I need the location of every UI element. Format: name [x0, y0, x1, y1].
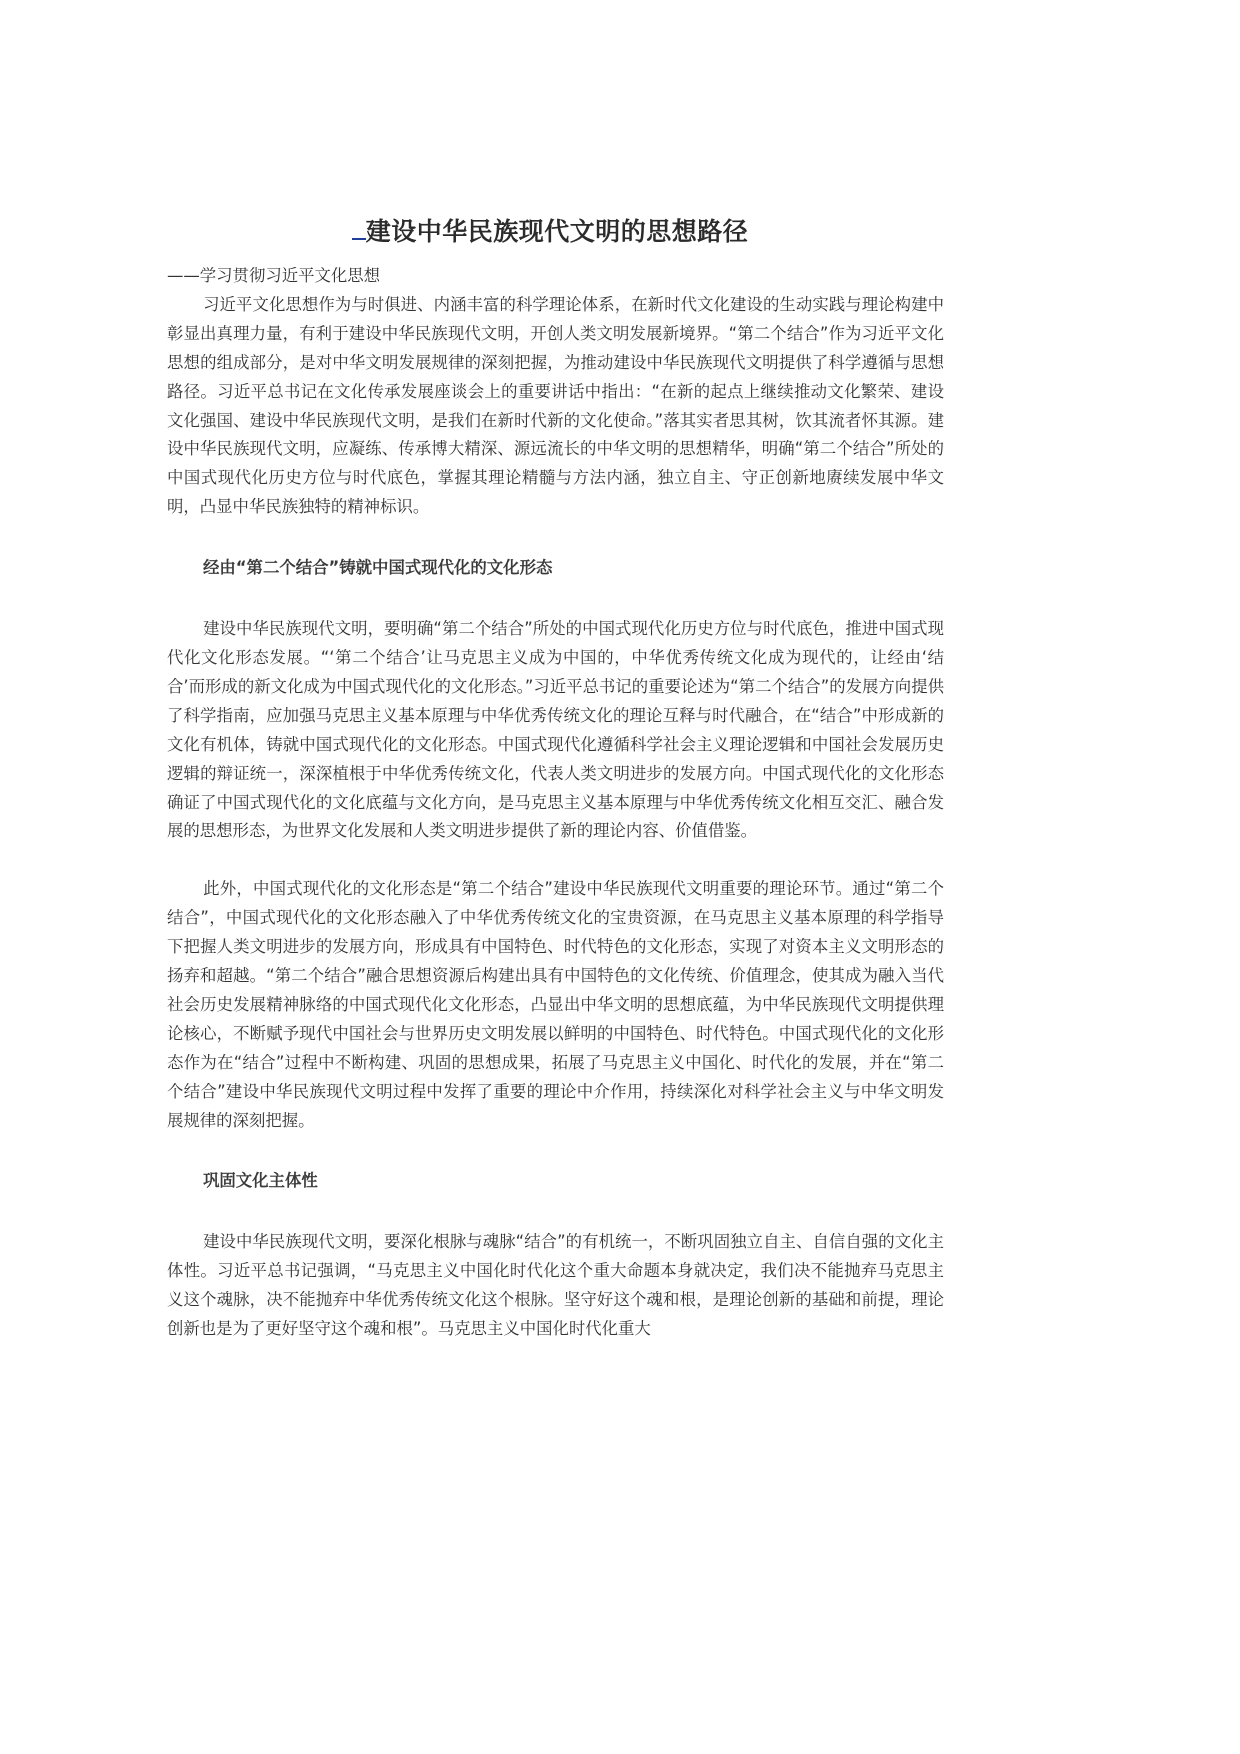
section-heading: 巩固文化主体性 [203, 1171, 318, 1191]
article-body [167, 262, 944, 1344]
page-title [0, 212, 1100, 252]
page-title-text: 建设中华民族现代文明的思想路径 [365, 217, 749, 246]
subtitle: ——学习贯彻习近平文化思想 [167, 266, 381, 285]
intro-paragraph: 习近平文化思想作为与时俱进、内涵丰富的科学理论体系，在新时代文化建设的生动实践与理论构建中彰显出真理力量，有利于建设中华民族现代文明，开创人类文明发展新境界。“第二个结合”作为习近平文化思想的组成部分，是对中华文明发展规律的深刻把握，为推动建设中华民族现代文明提供了科学遵循与思想路径。习近平总书记在文化传承发展座谈会上的重要讲话中指出：“在新的起点上继续推动文化繁荣、建设文化强国、建设中华民族现代文明，是我们在新时代新的文化使命。”落其实者思其树，饮其流者怀其源。建设中华民族现代文明，应凝练、传承博大精深、源远流长的中华文明的思想精华，明确“第二个结合”所处的中国式现代化历史方位与时代底色，掌握其理论精髓与方法内涵，独立自主、守正创新地赓续发展中华文明，凸显中华民族独特的精神标识。 [167, 294, 944, 517]
body-paragraph: 建设中华民族现代文明，要深化根脉与魂脉“结合”的有机统一，不断巩固独立自主、自信自强的文化主体性。习近平总书记强调，“马克思主义中国化时代化这个重大命题本身就决定，我们决不能抛弃马克思主义这个魂脉，决不能抛弃中华优秀传统文化这个根脉。坚守好这个魂和根，是理论创新的基础和前提，理论创新也是为了更好坚守这个魂和根”。马克思主义中国化时代化重大 [167, 1232, 944, 1339]
title-underline-marker [352, 216, 366, 240]
body-paragraph: 此外，中国式现代化的文化形态是“第二个结合”建设中华民族现代文明重要的理论环节。通过“第二个结合”，中国式现代化的文化形态融入了中华优秀传统文化的宝贵资源，在马克思主义基本原理的科学指导下把握人类文明进步的发展方向，形成具有中国特色、时代特色的文化形态，实现了对资本主义文明形态的扬弃和超越。“第二个结合”融合思想资源后构建出具有中国特色的文化传统、价值理念，使其成为融入当代社会历史发展精神脉络的中国式现代化文化形态，凸显出中华文明的思想底蕴，为中华民族现代文明提供理论核心，不断赋予现代中国社会与世界历史文明发展以鲜明的中国特色、时代特色。中国式现代化的文化形态作为在“结合”过程中不断构建、巩固的思想成果，拓展了马克思主义中国化、时代化的发展，并在“第二个结合”建设中华民族现代文明过程中发挥了重要的理论中介作用，持续深化对科学社会主义与中华文明发展规律的深刻把握。 [167, 879, 944, 1130]
section-heading: 经由“第二个结合”铸就中国式现代化的文化形态 [203, 558, 553, 578]
body-paragraph: 建设中华民族现代文明，要明确“第二个结合”所处的中国式现代化历史方位与时代底色，推进中国式现代化文化形态发展。“‘第二个结合’让马克思主义成为中国的，中华优秀传统文化成为现代的，让经由‘结合’而形成的新文化成为中国式现代化的文化形态。”习近平总书记的重要论述为“第二个结合”的发展方向提供了科学指南，应加强马克思主义基本原理与中华优秀传统文化的理论互释与时代融合，在“结合”中形成新的文化有机体，铸就中国式现代化的文化形态。中国式现代化遵循科学社会主义理论逻辑和中国社会发展历史逻辑的辩证统一，深深植根于中华优秀传统文化，代表人类文明进步的发展方向。中国式现代化的文化形态确证了中国式现代化的文化底蕴与文化方向，是马克思主义基本原理与中华优秀传统文化相互交汇、融合发展的思想形态，为世界文化发展和人类文明进步提供了新的理论内容、价值借鉴。 [167, 619, 944, 841]
